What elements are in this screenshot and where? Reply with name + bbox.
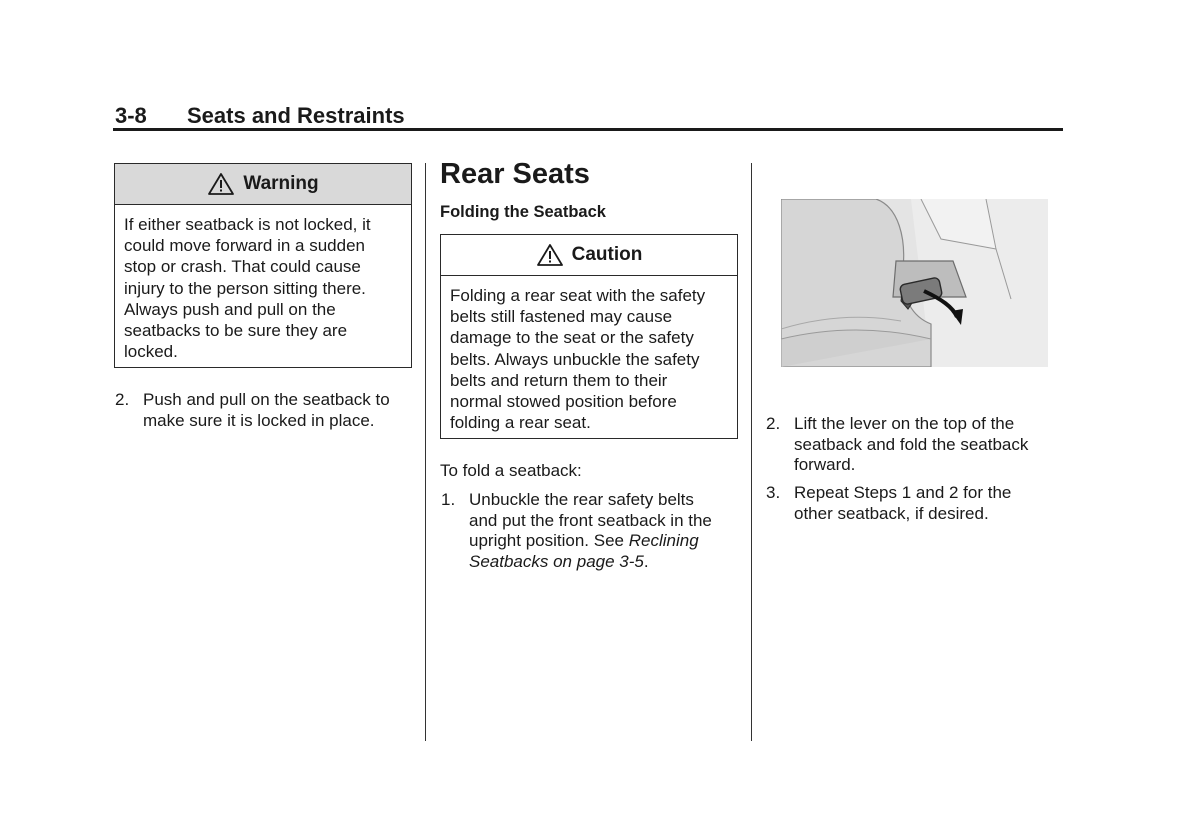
right-step-2	[766, 414, 1066, 479]
section-title: Seats and Restraints	[187, 103, 405, 128]
middle-step-1	[441, 490, 746, 575]
step-line	[469, 531, 712, 552]
cross-reference-link[interactable]: Seatbacks on page 3-5	[469, 551, 644, 571]
caution-box	[440, 234, 738, 439]
caution-line: damage to the seat or the safety	[450, 328, 694, 348]
step-number: 2.	[766, 414, 781, 433]
warning-box	[114, 163, 412, 368]
step-number: 3.	[766, 483, 781, 502]
step-line: and put the front seatback in the	[469, 510, 712, 530]
column-divider-right	[751, 163, 752, 741]
caution-line: belts and return them to their	[450, 370, 668, 390]
caution-text	[441, 276, 737, 433]
step-line: seatback and fold the seatback	[794, 434, 1029, 454]
caution-line: folding a rear seat.	[450, 413, 591, 433]
step-line: make sure it is locked in place.	[143, 410, 375, 430]
step-text	[794, 483, 1011, 524]
left-step-2	[115, 390, 420, 435]
step-number: 2.	[115, 390, 130, 409]
caution-line: belts still fastened may cause	[450, 307, 673, 327]
caution-line: Folding a rear seat with the safety	[450, 286, 706, 305]
warning-header	[115, 164, 411, 205]
step-line: Push and pull on the seatback to	[143, 390, 390, 409]
warning-line: If either seatback is not locked, it	[124, 215, 371, 234]
caution-label: Caution	[571, 244, 643, 265]
subsection-heading: Folding the Seatback	[440, 203, 606, 221]
step-line: Repeat Steps 1 and 2 for the	[794, 483, 1012, 502]
warning-line: injury to the person sitting there.	[124, 278, 366, 298]
warning-line: locked.	[124, 342, 178, 362]
step-text	[143, 390, 390, 431]
fold-intro: To fold a seatback:	[440, 461, 582, 480]
caution-line: normal stowed position before	[450, 392, 677, 412]
column-divider-left	[425, 163, 426, 741]
step-line: forward.	[794, 455, 856, 474]
header-rule	[113, 128, 1063, 131]
warning-line: Always push and pull on the	[124, 299, 336, 319]
step-line: Unbuckle the rear safety belts	[469, 490, 694, 509]
step-line	[469, 552, 712, 573]
warning-triangle-icon	[207, 172, 235, 196]
page-number: 3-8	[115, 103, 147, 128]
step-line: other seatback, if desired.	[794, 503, 989, 523]
seatback-lever-image	[781, 199, 1048, 367]
caution-header	[441, 235, 737, 276]
warning-line: could move forward in a sudden	[124, 236, 365, 256]
step-text	[469, 490, 712, 572]
step-text-plain: upright position. See	[469, 531, 629, 550]
step-text	[794, 414, 1028, 476]
warning-triangle-icon	[536, 243, 564, 267]
warning-line: seatbacks to be sure they are	[124, 321, 348, 341]
step-number: 1.	[441, 490, 456, 509]
warning-text	[115, 205, 411, 362]
right-step-3	[766, 483, 1066, 528]
cross-reference-link[interactable]: Reclining	[628, 531, 699, 550]
section-heading: Rear Seats	[440, 158, 590, 190]
caution-line: belts. Always unbuckle the safety	[450, 349, 700, 369]
step-text-plain: .	[643, 551, 649, 571]
seatback-lever-illustration	[781, 199, 1048, 367]
warning-label: Warning	[243, 173, 319, 194]
warning-line: stop or crash. That could cause	[124, 257, 361, 277]
step-line: Lift the lever on the top of the	[794, 414, 1015, 433]
